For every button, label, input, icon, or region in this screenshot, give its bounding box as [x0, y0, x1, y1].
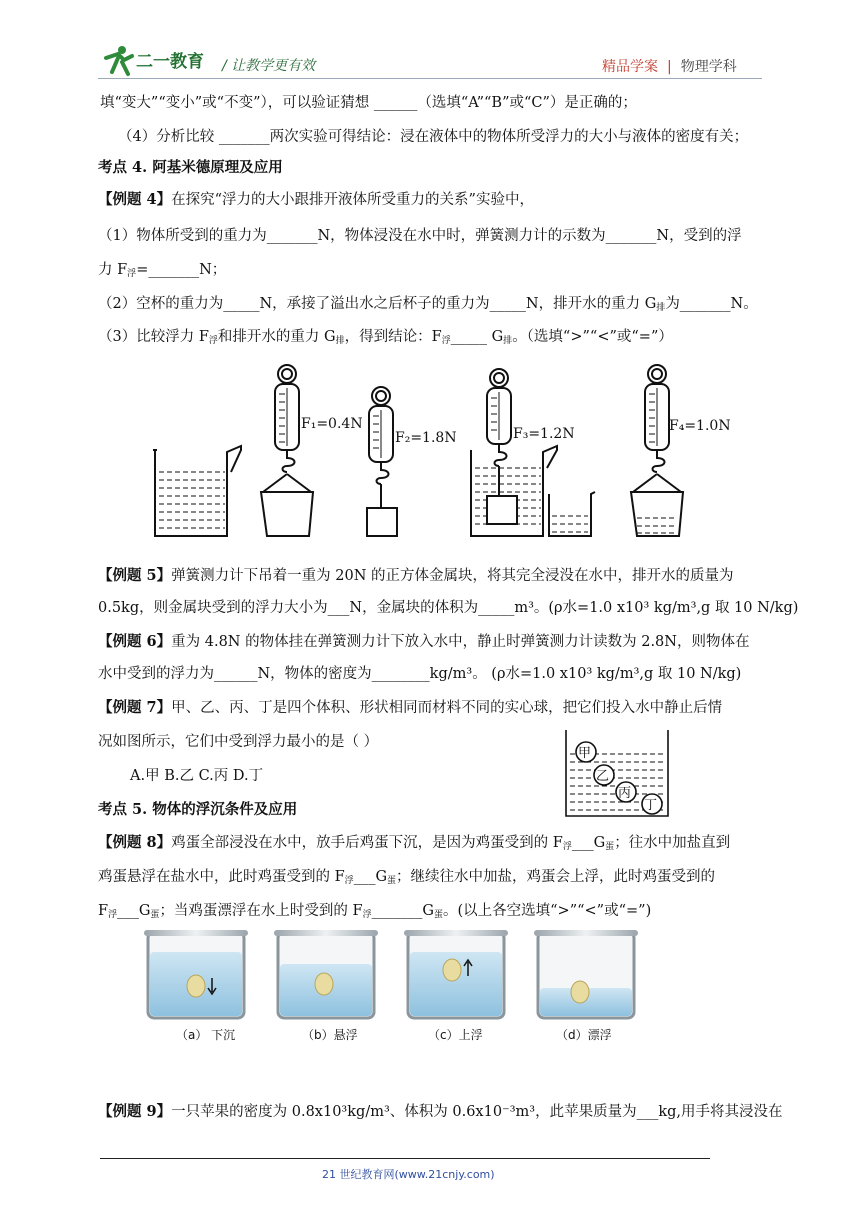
example-tag: 【例题 6】 [98, 633, 172, 650]
subscript: 浮 [344, 876, 354, 886]
subscript: 浮 [108, 910, 118, 920]
example-6 [98, 632, 749, 652]
text-fragment: ___G [117, 903, 151, 919]
text-line [98, 294, 758, 318]
spring-balance-4 [631, 365, 683, 536]
spring-label-f4: F₄=1.0N [669, 418, 731, 434]
section-heading: 考点 5. 物体的浮沉条件及应用 [98, 801, 298, 818]
example-tag: 【例题 9】 [98, 1103, 172, 1120]
text-fragment: 。（选填“>”“<”或“=”） [512, 329, 673, 345]
subscript: 排 [503, 336, 513, 346]
subscript: 浮 [127, 269, 137, 279]
text-fragment: ；往水中加盐直到 [614, 835, 731, 851]
subscript: 浮 [208, 336, 218, 346]
example-7 [98, 698, 722, 718]
spring-label-f3: F₃=1.2N [513, 426, 575, 442]
answer-options: A.甲 B.乙 C.丙 D.丁 [130, 768, 264, 784]
example-text: 弹簧测力计下吊着一重为 20N 的正方体金属块，将其完全浸没在水中，排开水的质量为 [171, 568, 734, 584]
subscript: 蛋 [387, 876, 397, 886]
text-fragment: F [98, 903, 109, 919]
text-line [98, 867, 715, 891]
header-rule [98, 78, 762, 79]
text-line: 水中受到的浮力为______N，物体的密度为________kg/m³。 (ρ水=1.0 x10³ kg/m³,g 取 10 N/kg) [98, 666, 742, 682]
example-text: 重为 4.8N 的物体挂在弹簧测力计下放入水中，静止时弹簧测力计读数为 2.8N，则物体在 [171, 634, 750, 650]
overflow-beaker [153, 446, 241, 536]
example-4 [98, 190, 534, 210]
figure-floating-balls [562, 728, 674, 820]
text-fragment: 为_______N。 [665, 296, 758, 312]
caption-a: （a） 下沉 [176, 1028, 236, 1042]
header-right [602, 56, 737, 76]
footer-link[interactable]: 21 世纪教育网(www.21cnjy.com) [322, 1168, 495, 1181]
example-8 [98, 833, 730, 857]
ball-label: 甲 [578, 746, 592, 761]
text-fragment: ___G [571, 835, 606, 851]
ball-label: 丙 [618, 786, 632, 801]
logo [100, 44, 208, 78]
text-fragment: ___G [353, 869, 388, 885]
text-fragment: _____ G [450, 329, 504, 345]
subscript: 蛋 [605, 842, 615, 852]
text-fragment: ；当鸡蛋漂浮在水上时受到的 F [159, 903, 363, 919]
text-fragment: 和排开水的重力 G [217, 329, 336, 345]
text-line [98, 901, 651, 925]
text-line: 况如图所示，它们中受到浮力最小的是（ ） [98, 734, 379, 750]
beaker-floating [534, 930, 638, 1018]
text-line: 填“变大”“变小”或“不变”），可以验证猜想 ______（选填“A”“B”或“C”）是正确的； [100, 95, 637, 111]
text-fragment: ，得到结论：F [344, 329, 442, 345]
example-text: 在探究“浮力的大小跟排开液体所受重力的关系”实验中， [171, 192, 534, 208]
section-heading: 考点 4. 阿基米德原理及应用 [98, 159, 283, 176]
text-line [98, 260, 226, 284]
example-tag: 【例题 8】 [98, 834, 172, 851]
text-line: （4）分析比较 _______两次实验可得结论：浸在液体中的物体所受浮力的大小与液体的密度有关； [118, 129, 749, 145]
subscript: 蛋 [433, 910, 443, 920]
subscript: 浮 [441, 336, 451, 346]
text-line: 0.5kg，则金属块受到的浮力大小为___N，金属块的体积为_____m³。(ρ水=1.0 x10³ kg/m³,g 取 10 N/kg) [98, 600, 799, 616]
example-5 [98, 566, 734, 586]
figure-spring-balances [145, 360, 731, 550]
figure-eggs [140, 928, 660, 1022]
logo-text: 二一教育 [136, 52, 204, 72]
example-tag: 【例题 4】 [98, 191, 172, 208]
text-fragment: （3）比较浮力 F [98, 329, 209, 345]
footer-rule [100, 1158, 710, 1159]
example-text: 一只苹果的密度为 0.8x10³kg/m³、体积为 0.6x10⁻³m³，此苹果质量为___kg,用手将其浸没在 [171, 1104, 783, 1120]
ball-label: 丁 [644, 798, 658, 813]
runner-icon [106, 46, 132, 74]
subscript: 浮 [362, 910, 372, 920]
header-separator: | [667, 59, 672, 75]
catch-cup [549, 492, 595, 536]
text-line [98, 327, 673, 351]
subscript: 排 [656, 303, 666, 313]
text-fragment: ；继续往水中加盐，鸡蛋会上浮，此时鸡蛋受到的 [396, 869, 716, 885]
spring-label-f2: F₂=1.8N [395, 430, 457, 446]
beaker-rising [404, 930, 508, 1018]
caption-d: （d）漂浮 [556, 1028, 612, 1042]
text-fragment: =_______N； [136, 262, 227, 278]
example-text: 甲、乙、丙、丁是四个体积、形状相同而材料不同的实心球，把它们投入水中静止后情 [171, 700, 723, 716]
beaker-sinking [144, 930, 248, 1018]
text-fragment: 力 F [98, 262, 128, 278]
caption-b: （b）悬浮 [302, 1028, 358, 1042]
spring-balance-2 [367, 387, 397, 536]
text-fragment: 鸡蛋悬浮在盐水中，此时鸡蛋受到的 F [98, 869, 345, 885]
spring-label-f1: F₁=0.4N [301, 416, 363, 432]
text-fragment: 。(以上各空选填“>”“<”或“=”) [442, 903, 652, 919]
example-9 [98, 1102, 783, 1122]
header-category: 精品学案 [602, 59, 658, 75]
spring-balance-1 [261, 365, 313, 536]
header-subject: 物理学科 [680, 59, 737, 75]
subscript: 蛋 [150, 910, 160, 920]
text-fragment: _______G [371, 903, 434, 919]
example-tag: 【例题 5】 [98, 567, 172, 584]
slogan: / 让教学更有效 [222, 58, 316, 74]
caption-c: （c）上浮 [428, 1028, 483, 1042]
spring-balance-3 [471, 369, 557, 536]
beaker-suspended [274, 930, 378, 1018]
example-tag: 【例题 7】 [98, 699, 172, 716]
text-fragment: （2）空杯的重力为_____N，承接了溢出水之后杯子的重力为_____N，排开水的重力 G [98, 296, 657, 312]
text-line: （1）物体所受到的重力为_______N，物体浸没在水中时，弹簧测力计的示数为_______N，受到的浮 [98, 228, 742, 244]
ball-label: 乙 [596, 769, 610, 784]
subscript: 排 [335, 336, 345, 346]
subscript: 浮 [562, 842, 572, 852]
text-fragment: 鸡蛋全部浸没在水中，放手后鸡蛋下沉，是因为鸡蛋受到的 F [171, 835, 563, 851]
